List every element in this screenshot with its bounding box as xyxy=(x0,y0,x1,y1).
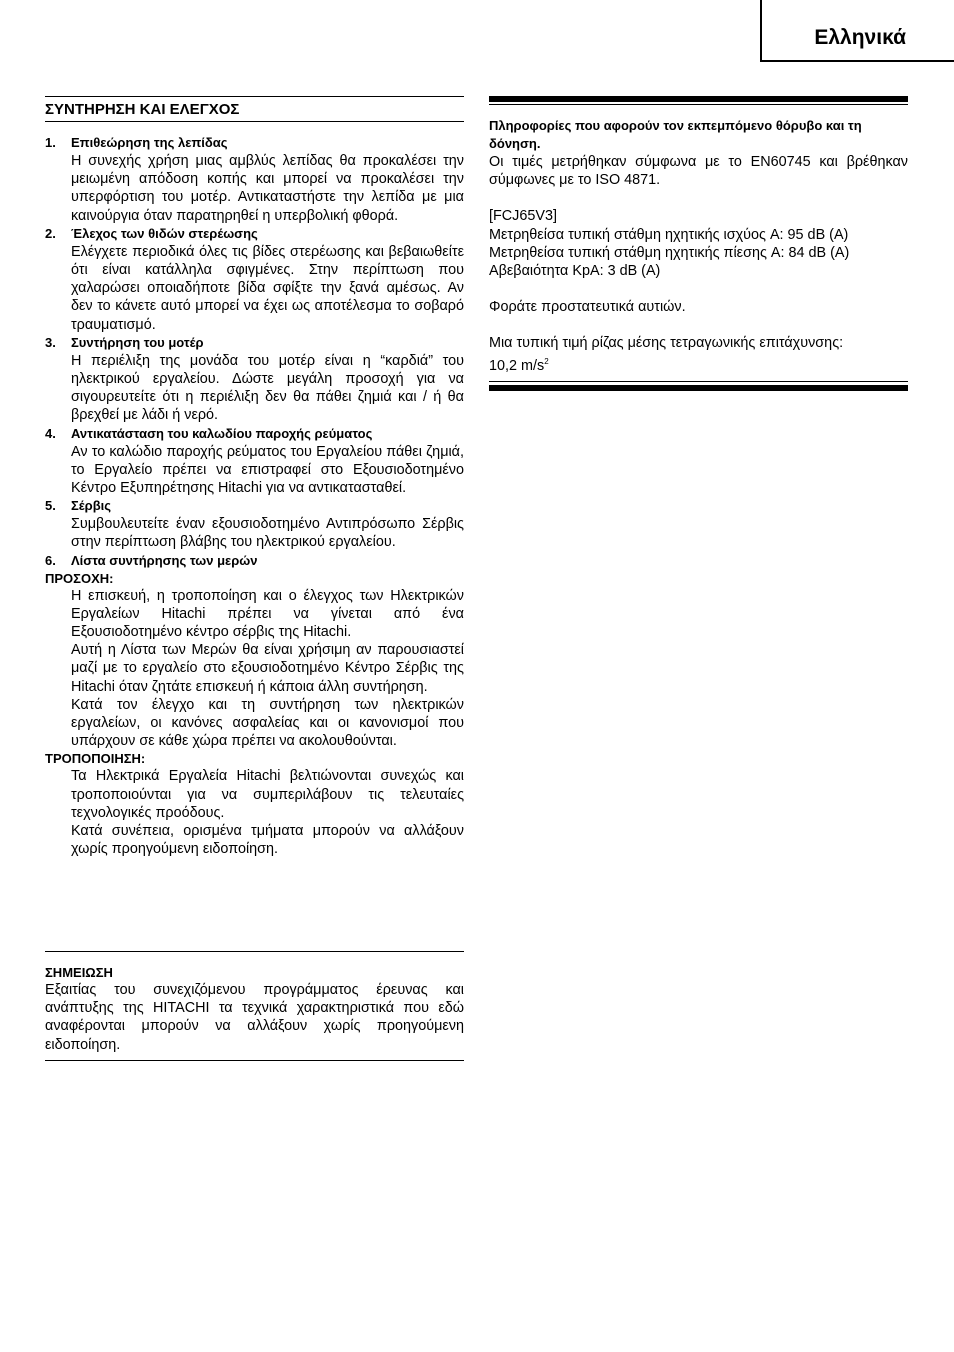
sound-power: Μετρηθείσα τυπική στάθμη ηχητικής ισχύος A: 95 dB (A) xyxy=(489,226,849,243)
list-item xyxy=(45,225,464,334)
item-heading: Συντήρηση του μοτέρ xyxy=(71,334,204,350)
noise-section xyxy=(489,96,908,391)
modification-text: Κατά συνέπεια, ορισμένα τμήματα μπορούν να αλλάξουν χωρίς προηγούμενη ειδοποίηση. xyxy=(71,823,464,858)
ear-protection: Φοράτε προστατευτικά αυτιών. xyxy=(489,299,686,316)
item-number: 1. xyxy=(45,135,56,150)
top-rule xyxy=(489,96,908,102)
sound-pressure: Μετρηθείσα τυπική στάθμη ηχητικής πίεσης A: 84 dB (A) xyxy=(489,244,850,261)
caution-text: Κατά τον έλεγχο και τη συντήρηση των ηλεκτρικών εργαλείων, οι κανόνες ασφαλείας και οι κανονισμοί που υπάρχουν σε κάθε χώρα πρέπει να ακολουθούνται. xyxy=(71,696,464,750)
item-heading: Έλεχος των θιδών στερέωσης xyxy=(71,225,258,241)
model-label: [FCJ65V3] xyxy=(489,208,557,225)
acceleration-text: Μια τυπική τιμή ρίζας μέσης τετραγωνικής επιτάχυνσης: xyxy=(489,335,844,352)
item-number: 4. xyxy=(45,425,56,441)
item-heading: Επιθεώρηση της λεπίδας xyxy=(71,135,228,150)
noise-intro: Οι τιμές μετρήθηκαν σύμφωνα με το EN60745 και βρέθηκαν σύμφωνες με το ISO 4871. xyxy=(489,154,908,189)
caution-text: Η επισκευή, η τροποποίηση και ο έλεγχος των Ηλεκτρικών Εργαλείων Hitachi πρέπει να γίνεται από ένα Εξουσιοδοτημένο κέντρο σέρβις της Hitachi. xyxy=(71,587,464,641)
top-rule-thin xyxy=(489,104,908,105)
acceleration-value: 10,2 $m/s^2$ xyxy=(489,356,549,374)
item-text: Ελέγχετε περιοδικά όλες τις βίδες στερέωσης και βεβαιωθείτε ότι είναι κατάλληλα σφιγμένες. Στην περίπτωση που χαλαρώσει οποιαδήποτε βίδα σφίξτε την ξανά αμέσως. Αν δεν το κάνετε αυτό μπορεί να έχει ως αποτέλεσμα το σοβαρό τραυματισμό. xyxy=(71,243,464,333)
modification-label: ΤΡΟΠΟΠΟΙΗΣΗ: xyxy=(45,751,146,767)
item-heading: Λίστα συντήρησης των μερών xyxy=(71,552,258,568)
list-item xyxy=(45,552,464,570)
note-text: Εξαιτίας του συνεχιζόμενου προγράμματος έρευνας και ανάπτυξης της HITACHI τα τεχνικά χαρακτηριστικά που εδώ αναφέρονται μπορούν να αλλάξουν χωρίς προηγούμενη ειδοποίηση. xyxy=(45,982,464,1053)
item-number: 6. xyxy=(45,552,56,568)
item-number: 5. xyxy=(45,498,56,514)
language-label: Ελληνικά xyxy=(814,26,906,49)
item-heading: Σέρβις xyxy=(71,498,112,514)
note-title: ΣΗΜΕΙΩΣΗ xyxy=(45,965,113,980)
maintenance-section xyxy=(45,96,464,859)
item-text: Συμβουλευτείτε έναν εξουσιοδοτημένο Αντιπρόσωπο Σέρβις στην περίπτωση βλάβης του ηλεκτρικού εργαλείου. xyxy=(71,516,464,551)
section-title: ΣΥΝΤΗΡΗΣΗ ΚΑΙ ΕΛΕΓΧΟΣ xyxy=(45,96,464,122)
item-number: 3. xyxy=(45,334,56,350)
language-tab xyxy=(760,0,954,62)
note-box xyxy=(45,951,464,1061)
caution-text: Αυτή η Λίστα των Μερών θα είναι χρήσιμη αν παρουσιαστεί μαζί με το εργαλείο στο εξουσιοδοτημένο Κέντρο Σέρβις της Hitachi όταν ζητάτε επισκευή ή κάποια άλλη συντήρηση. xyxy=(71,642,464,695)
caution-label: ΠΡΟΣΟΧΗ: xyxy=(45,570,114,586)
list-item xyxy=(45,425,464,498)
uncertainty: Αβεβαιότητα KpA: 3 dB (A) xyxy=(489,263,661,280)
item-text: Αν το καλώδιο παροχής ρεύματος του Εργαλείου πάθει ζημιά, το Εργαλείο πρέπει να επιστραφεί στο Εξουσιοδοτημένο Κέντρο Εξυπηρέτησης Hitachi για να αντικατασταθεί. xyxy=(71,443,464,497)
item-text: Η περιέλιξη της μονάδα του μοτέρ είναι η “καρδιά” του ηλεκτρικού εργαλείου. Δώστε μεγάλη προσοχή για να σιγουρευτείτε ότι η περιέλιξη δεν θα πάθει ζημιά και / ή θα βρεχθεί με λάδι ή νερό. xyxy=(71,352,464,424)
item-number: 2. xyxy=(45,225,56,241)
bottom-rule xyxy=(489,385,908,391)
noise-heading: Πληροφορίες που αφορούν τον εκπεμπόμενο θόρυβο και τη δόνηση. xyxy=(489,118,862,151)
list-item xyxy=(45,134,464,225)
modification-text: Τα Ηλεκτρικά Εργαλεία Hitachi βελτιώνονται συνεχώς και τροποποιούνται για να συμπεριλάβουν τις τελευταίες τεχνολογικές προόδους. xyxy=(71,768,464,821)
list-item xyxy=(45,334,464,425)
list-item xyxy=(45,497,464,551)
item-heading: Αντικατάσταση του καλωδίου παροχής ρεύματος xyxy=(71,425,373,441)
item-text: Η συνεχής χρήση μιας αμβλύς λεπίδας θα προκαλέσει την μειωμένη απόδοση κοπής και μπορεί να προκαλέσει την υπερφόρτιση του μοτέρ. Αντικαταστήστε την λεπίδα με μια καινούργια όταν παρατηρηθεί η υπερβολική φθορά. xyxy=(71,153,464,224)
